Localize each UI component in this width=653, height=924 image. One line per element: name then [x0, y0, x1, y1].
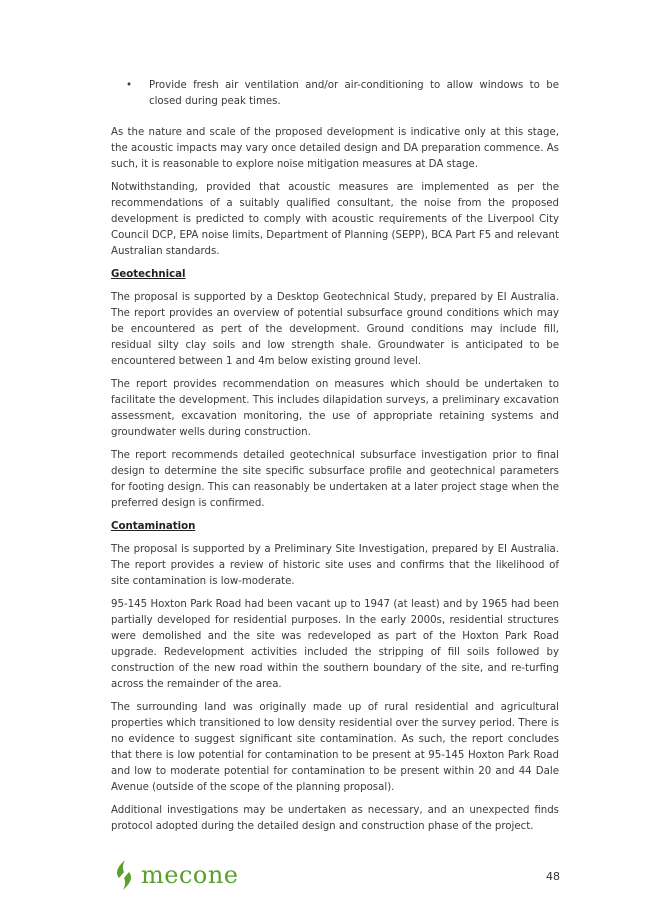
- paragraph: 95-145 Hoxton Park Road had been vacant up to 1947 (at least) and by 1965 had been partially developed for residential purposes. In the early 2000s, residential structures were demolished and the site was redeveloped as part of the Hoxton Park Road upgrade. Redevelopment activities included the stripping of fill soils followed by construction of the new road within the southern boundary of the site, and re-turfing across the remainder of the area.: [111, 599, 559, 690]
- paragraph: Additional investigations may be undertaken as necessary, and an unexpected finds protocol adopted during the detailed design and construction phase of the project.: [111, 805, 559, 832]
- bullet-text: Provide fresh air ventilation and/or air-conditioning to allow windows to be closed during peak times.: [149, 80, 559, 107]
- paragraph: The proposal is supported by a Desktop Geotechnical Study, prepared by EI Australia. The report provides an overview of potential subsurface ground conditions which may be encountered as pert of the development. Ground conditions may include fill, residual silty clay soils and low strength shale. Groundwater is anticipated to be encountered between 1 and 4m below existing ground level.: [111, 292, 559, 367]
- bullet-dot-icon: •: [126, 80, 133, 91]
- page-number: 48: [546, 870, 560, 883]
- page-body: [111, 78, 559, 842]
- paragraph: As the nature and scale of the proposed development is indicative only at this stage, the acoustic impacts may vary once detailed design and DA preparation commence. As such, it is reasonable to explore noise mitigation measures at DA stage.: [111, 127, 559, 170]
- section-heading-contamination: Contamination: [111, 521, 196, 532]
- company-logo: [113, 858, 239, 892]
- paragraph: The report provides recommendation on measures which should be undertaken to facilitate the development. This includes dilapidation surveys, a preliminary excavation assessment, excavation monitoring, the use of appropriate retaining systems and groundwater wells during construction.: [111, 379, 559, 438]
- bullet-item: [111, 78, 559, 117]
- paragraph: Notwithstanding, provided that acoustic measures are implemented as per the recommendations of a suitably qualified consultant, the noise from the proposed development is predicted to comply with acoustic requirements of the Liverpool City Council DCP, EPA noise limits, Department of Planning (SEPP), BCA Part F5 and relevant Australian standards.: [111, 182, 559, 257]
- logo-wordmark: mecone: [141, 861, 239, 889]
- paragraph: The surrounding land was originally made up of rural residential and agricultural properties which transitioned to low density residential over the survey period. There is no evidence to suggest significant site contamination. As such, the report concludes that there is low potential for contamination to be present at 95-145 Hoxton Park Road and low to moderate potential for contamination to be present within 20 and 44 Dale Avenue (outside of the scope of the planning proposal).: [111, 702, 559, 793]
- leaf-icon: [113, 859, 135, 891]
- section-heading-geotechnical: Geotechnical: [111, 269, 186, 280]
- paragraph: The proposal is supported by a Preliminary Site Investigation, prepared by EI Australia. The report provides a review of historic site uses and confirms that the likelihood of site contamination is low-moderate.: [111, 544, 559, 587]
- paragraph: The report recommends detailed geotechnical subsurface investigation prior to final design to determine the site specific subsurface profile and geotechnical parameters for footing design. This can reasonably be undertaken at a later project stage when the preferred design is confirmed.: [111, 450, 559, 509]
